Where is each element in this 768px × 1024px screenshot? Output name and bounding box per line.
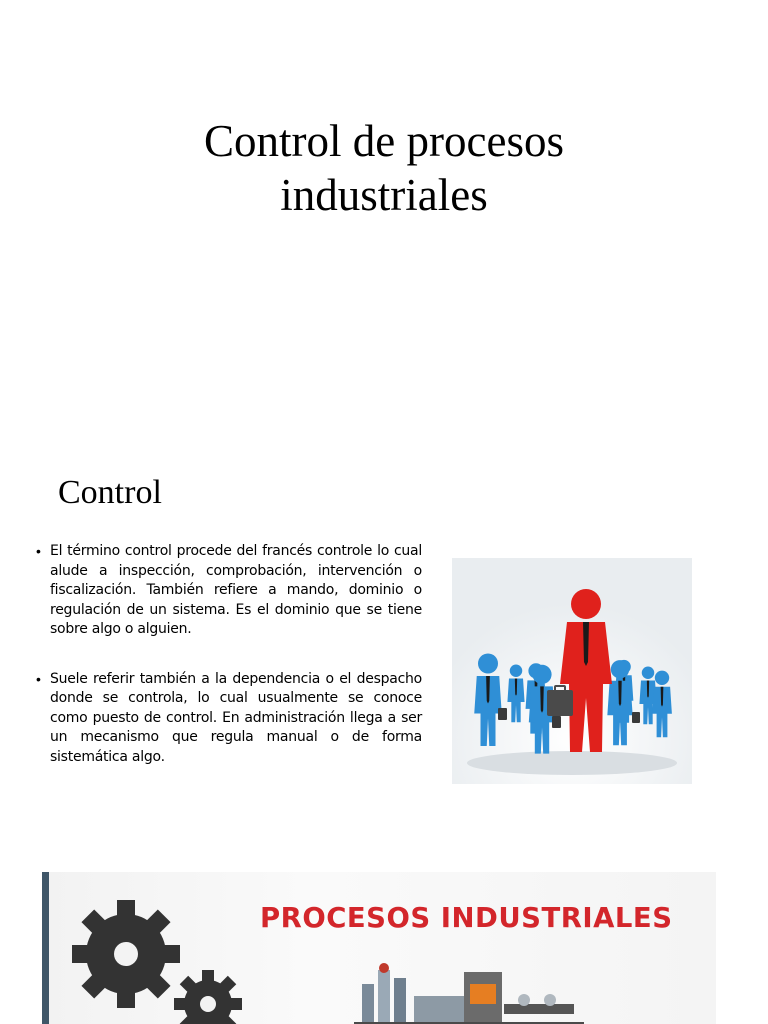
- slide-title-line-2: industriales: [280, 170, 488, 220]
- industrial-plant-illustration: [354, 954, 694, 1024]
- bullet-list: [36, 542, 422, 797]
- bullet-item: [36, 670, 422, 768]
- slide-3: [0, 872, 768, 1024]
- bullet-dot-icon: •: [36, 543, 41, 559]
- slide-title-line-1: Control de procesos: [204, 116, 564, 166]
- banner-title: PROCESOS INDUSTRIALES: [260, 902, 673, 934]
- banner: [42, 872, 716, 1024]
- section-heading: Control: [58, 474, 162, 511]
- gears-icon: [64, 892, 264, 1024]
- leader-businessmen-illustration: [452, 558, 692, 784]
- bullet-item: [36, 542, 422, 640]
- slide-2: [0, 440, 768, 840]
- slide-title: [0, 114, 768, 222]
- bullet-text: Suele referir también a la dependencia o el despacho donde se controla, lo cual usualmente se conoce como puesto de control. En administración llega a ser un mecanismo que regula manual o de forma sistemática algo.: [50, 670, 422, 765]
- banner-accent-bar: [42, 872, 49, 1024]
- bullet-text: El término control procede del francés controle lo cual alude a inspección, comprobación, intervención o fiscalización. También refiere a mando, dominio o regulación de un sistema. Es el dominio que se tiene sobre algo o alguien.: [50, 543, 422, 637]
- slide-1: [0, 0, 768, 420]
- bullet-dot-icon: •: [36, 670, 41, 687]
